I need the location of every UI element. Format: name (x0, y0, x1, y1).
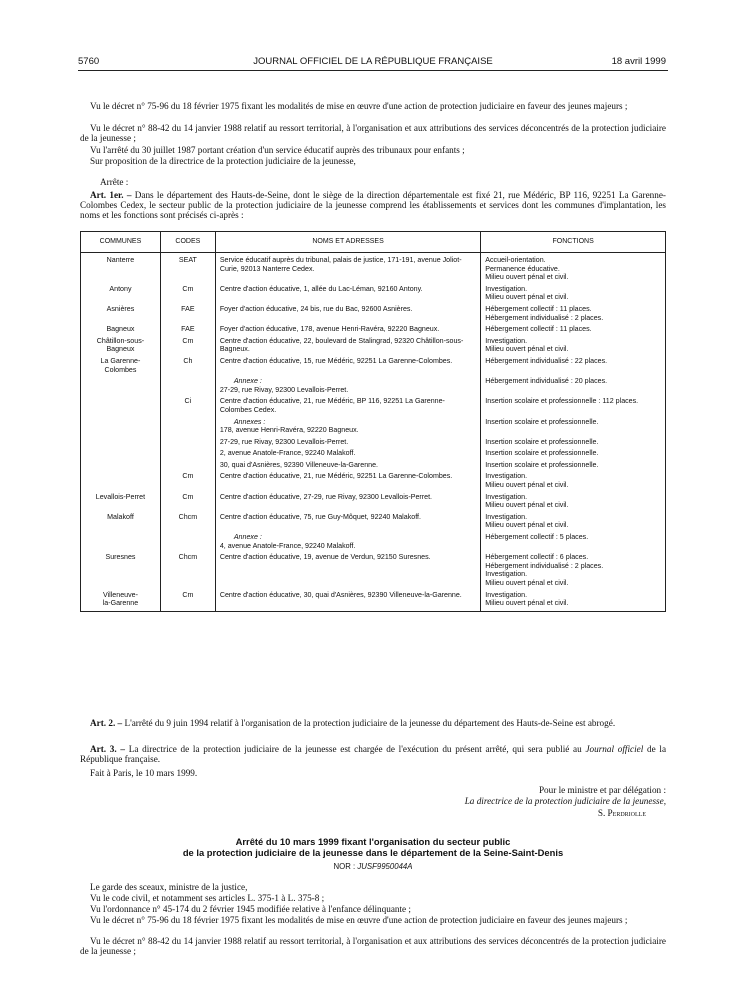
commune-cell-text: Châtillon-sous- Bagneux (96, 336, 145, 354)
function-cell (481, 449, 666, 458)
code-cell (160, 553, 215, 587)
address-cell-text: 2, avenue Anatole-France, 92240 Malakoff. (219, 449, 356, 458)
function-cell-text: Insertion scolaire et professionnelle. (485, 449, 599, 458)
code-cell (160, 325, 215, 334)
address-cell (215, 472, 480, 489)
function-cell-text: Investigation. Milieu ouvert pénal et civil. (485, 284, 569, 302)
address-cell-text: 178, avenue Henri-Ravéra, 92220 Bagneux. (219, 426, 359, 435)
table-body (81, 253, 666, 612)
table-row (81, 377, 666, 394)
function-cell (481, 337, 666, 354)
commune-cell (81, 472, 161, 489)
signatory-name: S. Perdriolle (597, 808, 646, 818)
nor-line (80, 862, 666, 871)
preamble-3: Vu l'arrêté du 30 juillet 1987 portant création d'un service éducatif auprès des tribunaux pour enfants ; (90, 145, 465, 155)
address-cell (215, 285, 480, 302)
address-cell-text: Centre d'action éducative, 21, rue Médéric, 92251 La Garenne-Colombes. (219, 472, 453, 481)
code-cell (160, 449, 215, 458)
function-cell (481, 461, 666, 470)
function-cell-text: Hébergement collectif : 6 places. Hébergement individualisé : 2 places. Investigation. Milieu ouvert pénal et civil. (485, 553, 604, 587)
address-cell (215, 253, 480, 282)
function-cell (481, 472, 666, 489)
code-cell-text: FAE (181, 304, 195, 313)
address-cell-text: Foyer d'action éducative, 24 bis, rue du Bac, 92600 Asnières. (219, 304, 413, 313)
function-cell (481, 493, 666, 510)
function-cell (481, 438, 666, 447)
address-cell-text: Centre d'action éducative, 22, boulevard de Stalingrad, 92320 Châtillon-sous-Bagneux. (219, 336, 464, 354)
function-cell (481, 305, 666, 322)
col-communes: COMMUNES (81, 232, 161, 253)
address-cell (215, 513, 480, 530)
function-cell-text: Investigation. Milieu ouvert pénal et civil. (485, 590, 569, 608)
code-cell (160, 591, 215, 612)
article-3-label: Art. 3. – (90, 744, 125, 754)
table-header-row (81, 232, 666, 253)
article-3-text: La directrice de la protection judiciaire de la jeunesse est chargée de l'exécution du présent arrêté, qui sera publié au (128, 744, 582, 754)
commune-cell (81, 397, 161, 414)
code-cell (160, 397, 215, 414)
address-cell (215, 357, 480, 374)
function-cell (481, 377, 666, 394)
function-cell-text: Investigation. Milieu ouvert pénal et civil. (485, 512, 569, 530)
table-row (81, 591, 666, 612)
table-row (81, 285, 666, 302)
table-row (81, 253, 666, 282)
page-header (80, 56, 666, 70)
address-cell (215, 397, 480, 414)
article-3 (80, 744, 666, 764)
code-cell (160, 513, 215, 530)
commune-cell (81, 438, 161, 447)
annexe-label: Annexe : (233, 377, 262, 386)
address-cell-text: Centre d'action éducative, 21, rue Médéric, BP 116, 92251 La Garenne-Colombes Cedex. (219, 397, 445, 414)
article-3-text-end: de la République française. (80, 744, 667, 765)
commune-cell-text: Suresnes (105, 553, 136, 562)
commune-cell (81, 513, 161, 530)
function-cell-text: Insertion scolaire et professionnelle : 112 places. (485, 397, 639, 406)
function-cell-text: Investigation. Milieu ouvert pénal et civil. (485, 492, 569, 510)
code-cell (160, 461, 215, 470)
table-row (81, 472, 666, 489)
commune-cell-text: Malakoff (107, 512, 134, 521)
col-codes: CODES (160, 232, 215, 253)
code-cell (160, 357, 215, 374)
arrete-label: Arrête : (100, 177, 129, 187)
code-cell-text: Ci (184, 397, 192, 406)
address-cell-text: 30, quai d'Asnières, 92390 Villeneuve-la-Garenne. (219, 460, 379, 469)
function-cell (481, 285, 666, 302)
function-cell (481, 513, 666, 530)
issue-date: 18 avril 1999 (611, 56, 666, 67)
table-row (81, 449, 666, 458)
code-cell-text: Cm (182, 284, 194, 293)
decree2-para-5: Vu le décret n° 88-42 du 14 janvier 1988 relatif au ressort territorial, à l'organisation et aux attributions des services déconcentrés de la protection judiciaire de la jeunesse ; (80, 936, 666, 957)
function-cell (481, 397, 666, 414)
code-cell-text: Cm (182, 492, 194, 501)
address-cell-text: Foyer d'action éducative, 178, avenue Henri-Ravéra, 92220 Bagneux. (219, 325, 440, 334)
address-cell-text: Centre d'action éducative, 27-29, rue Rivay, 92300 Levallois-Perret. (219, 492, 433, 501)
code-cell-text: Ch (183, 356, 193, 365)
page-number: 5760 (78, 56, 100, 67)
commune-cell-text: Bagneux (106, 325, 135, 334)
second-decree-title-1: Arrêté du 10 mars 1999 fixant l'organisation du secteur public (235, 836, 511, 847)
table-row (81, 325, 666, 334)
address-cell-text: 4, avenue Anatole-France, 92240 Malakoff. (219, 541, 356, 550)
table-row (81, 461, 666, 470)
address-cell (215, 449, 480, 458)
article-2-text: L'arrêté du 9 juin 1994 relatif à l'organisation de la protection judiciaire de la jeunesse du département des Hauts-de-Seine est abrogé. (124, 718, 616, 728)
address-cell-text: Centre d'action éducative, 19, avenue de Verdun, 92150 Suresnes. (219, 553, 431, 562)
col-fonctions: FONCTIONS (481, 232, 666, 253)
commune-cell (81, 418, 161, 435)
header-rule (78, 70, 668, 71)
code-cell-text: SEAT (178, 256, 197, 264)
journal-title: JOURNAL OFFICIEL DE LA RÉPUBLIQUE FRANÇAISE (253, 56, 493, 67)
code-cell (160, 533, 215, 550)
commune-cell (81, 357, 161, 374)
address-cell-text: Centre d'action éducative, 75, rue Guy-Môquet, 92240 Malakoff. (219, 512, 421, 521)
code-cell-text: Chcm (178, 553, 198, 562)
table-row (81, 438, 666, 447)
commune-cell (81, 461, 161, 470)
function-cell-text: Insertion scolaire et professionnelle. (485, 437, 599, 446)
table-row (81, 337, 666, 354)
commune-cell-text: Levallois-Perret (95, 492, 146, 501)
commune-cell (81, 305, 161, 322)
code-cell (160, 493, 215, 510)
code-cell-text: FAE (181, 325, 195, 334)
function-cell-text: Hébergement individualisé : 22 places. (485, 356, 608, 365)
address-cell (215, 553, 480, 587)
article-1-label: Art. 1er. – (90, 190, 132, 200)
second-decree-title-2: de la protection judiciaire de la jeunesse dans le département de la Seine-Saint-Denis (182, 847, 564, 858)
fait-line: Fait à Paris, le 10 mars 1999. (90, 768, 198, 778)
annexe-label: Annexe : (233, 533, 262, 542)
table-row (81, 397, 666, 414)
establishments-table (80, 231, 666, 612)
address-cell-text: Centre d'action éducative, 1, allée du Lac-Léman, 92160 Antony. (219, 284, 423, 293)
address-cell (215, 337, 480, 354)
function-cell-text: Insertion scolaire et professionnelle. (485, 417, 599, 426)
table-row (81, 533, 666, 550)
function-cell (481, 253, 666, 282)
address-cell (215, 305, 480, 322)
code-cell-text: Cm (182, 472, 194, 481)
decree2-para-4: Vu le décret n° 75-96 du 18 février 1975 fixant les modalités de mise en œuvre d'une action de protection judiciaire en faveur des jeunes majeurs ; (90, 915, 628, 925)
commune-cell (81, 449, 161, 458)
address-cell (215, 533, 480, 550)
code-cell (160, 418, 215, 435)
function-cell (481, 591, 666, 612)
code-cell (160, 285, 215, 302)
commune-cell (81, 533, 161, 550)
article-1 (80, 190, 666, 221)
code-cell (160, 472, 215, 489)
article-2-label: Art. 2. – (90, 718, 123, 728)
table-row (81, 305, 666, 322)
function-cell-text: Hébergement collectif : 11 places. (485, 325, 592, 334)
address-cell (215, 377, 480, 394)
table-row (81, 493, 666, 510)
address-cell-text: Centre d'action éducative, 15, rue Médéric, 92251 La Garenne-Colombes. (219, 356, 453, 365)
commune-cell (81, 325, 161, 334)
function-cell-text: Hébergement collectif : 5 places. (485, 533, 589, 542)
commune-cell (81, 253, 161, 282)
function-cell (481, 325, 666, 334)
code-cell-text: Chcm (178, 512, 198, 521)
address-cell-text: Centre d'action éducative, 30, quai d'Asnières, 92390 Villeneuve-la-Garenne. (219, 590, 462, 599)
address-cell-text: 27-29, rue Rivay, 92300 Levallois-Perret. (219, 437, 349, 446)
preamble-2: Vu le décret n° 88-42 du 14 janvier 1988 relatif au ressort territorial, à l'organisation et aux attributions des services déconcentrés de la protection judiciaire de la jeunesse ; (80, 123, 666, 144)
code-cell (160, 438, 215, 447)
commune-cell-text: Villeneuve- la-Garenne (102, 590, 139, 608)
table-row (81, 418, 666, 435)
journal-officiel-ref: Journal officiel (585, 744, 644, 754)
address-cell (215, 591, 480, 612)
function-cell-text: Investigation. Milieu ouvert pénal et civil. (485, 472, 569, 490)
code-cell (160, 337, 215, 354)
code-cell (160, 253, 215, 282)
signature-line2: La directrice de la protection judiciaire de la jeunesse, (464, 796, 666, 806)
commune-cell-text: La Garenne- Colombes (100, 356, 141, 374)
commune-cell (81, 285, 161, 302)
commune-cell-text: Asnières (106, 304, 135, 313)
table-row (81, 357, 666, 374)
function-cell-text: Investigation. Milieu ouvert pénal et civil. (485, 336, 569, 354)
address-cell (215, 438, 480, 447)
nor-code: JUSF9950044A (357, 862, 413, 871)
address-cell (215, 418, 480, 435)
function-cell (481, 533, 666, 550)
function-cell-text: Hébergement collectif : 11 places. Hébergement individualisé : 2 places. (485, 304, 604, 322)
address-cell (215, 493, 480, 510)
function-cell (481, 553, 666, 587)
function-cell-text: Accueil-orientation. Permanence éducative. Milieu ouvert pénal et civil. (485, 256, 569, 282)
function-cell-text: Hébergement individualisé : 20 places. (485, 377, 608, 386)
function-cell (481, 357, 666, 374)
commune-cell-text: Antony (109, 284, 132, 293)
commune-cell (81, 493, 161, 510)
article-1-text: Dans le département des Hauts-de-Seine, dont le siège de la direction départementale est fixé 21, rue Médéric, BP 116, 92251 La Garenne-Colombes Cedex, le secteur public de la protection judiciaire de la jeunesse comprend les établissements et services dont les communes d'implantation, les noms et les fonctions sont précisés ci-après : (80, 190, 666, 221)
code-cell-text: Cm (182, 590, 194, 599)
table-row (81, 553, 666, 587)
commune-cell (81, 337, 161, 354)
commune-cell (81, 591, 161, 612)
code-cell (160, 377, 215, 394)
commune-cell (81, 553, 161, 587)
signature-line1: Pour le ministre et par délégation : (538, 785, 666, 795)
annexe-label: Annexes : (233, 417, 266, 426)
address-cell-text: Service éducatif auprès du tribunal, palais de justice, 171-191, avenue Joliot-Curie, 92013 Nanterre Cedex. (219, 256, 462, 273)
decree2-para-3: Vu l'ordonnance n° 45-174 du 2 février 1945 modifiée relative à l'enfance délinquante ; (90, 904, 411, 914)
function-cell (481, 418, 666, 435)
commune-cell-text: Nanterre (106, 256, 135, 264)
table-row (81, 513, 666, 530)
article-2 (80, 718, 666, 728)
preamble-4: Sur proposition de la directrice de la protection judiciaire de la jeunesse, (90, 156, 356, 166)
preamble-1: Vu le décret n° 75-96 du 18 février 1975 fixant les modalités de mise en œuvre d'une action de protection judiciaire en faveur des jeunes majeurs ; (90, 101, 628, 111)
col-noms-adresses: NOMS ET ADRESSES (215, 232, 480, 253)
function-cell-text: Insertion scolaire et professionnelle. (485, 460, 599, 469)
decree2-para-1: Le garde des sceaux, ministre de la justice, (90, 882, 248, 892)
code-cell (160, 305, 215, 322)
address-cell (215, 461, 480, 470)
address-cell-text: 27-29, rue Rivay, 92300 Levallois-Perret. (219, 385, 349, 394)
decree2-para-2: Vu le code civil, et notamment ses articles L. 375-1 à L. 375-8 ; (90, 893, 325, 903)
commune-cell (81, 377, 161, 394)
code-cell-text: Cm (182, 336, 194, 345)
address-cell (215, 325, 480, 334)
nor-label: NOR : (333, 862, 356, 871)
